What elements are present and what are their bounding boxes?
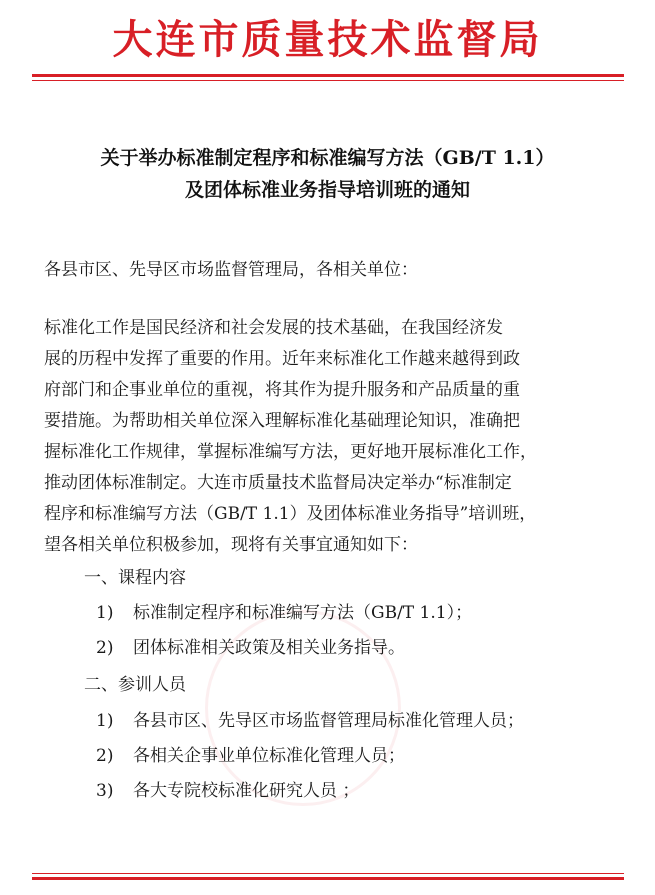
letterhead-rule-thick [32,74,624,77]
list-item-number: 1) [96,603,114,623]
notice-title-line-2: 及团体标准业务指导培训班的通知 [184,179,470,201]
letterhead-rule-thin [32,80,624,81]
list-item-number: 2) [96,746,114,766]
org-letterhead-title: 大连市质量技术监督局 [112,17,543,63]
footer-rule-thin [32,873,624,874]
section-heading-participants: 二、参训人员 [84,675,186,695]
list-item-text: 团体标准相关政策及相关业务指导。 [133,638,405,658]
body-line-1: 标准化工作是国民经济和社会发展的技术基础，在我国经济发 [44,318,503,338]
list-item-text: 标准制定程序和标准编写方法（GB/T 1.1）； [133,603,473,623]
notice-title-line-1: 关于举办标准制定程序和标准编写方法（GB/T 1.1） [100,147,555,169]
list-item-text: 各相关企事业单位标准化管理人员； [133,746,405,766]
body-line-7: 程序和标准编写方法（GB/T 1.1）及团体标准业务指导”培训班， [44,504,537,524]
list-item-number: 2) [96,638,114,658]
list-item-number: 1) [96,711,114,731]
footer-rule-thick [32,877,624,880]
list-item-text: 各大专院校标准化研究人员 ； [133,781,360,801]
salutation: 各县市区、先导区市场监督管理局，各相关单位： [44,260,418,280]
body-line-8: 望各相关单位积极参加，现将有关事宜通知如下： [44,535,418,555]
list-item-number: 3) [96,781,114,801]
section-heading-course: 一、课程内容 [84,568,186,588]
list-item-text: 各县市区、先导区市场监督管理局标准化管理人员； [133,711,524,731]
body-line-6: 推动团体标准制定。大连市质量技术监督局决定举办“标准制定 [44,473,512,493]
body-line-3: 府部门和企事业单位的重视，将其作为提升服务和产品质量的重 [44,380,520,400]
body-line-4: 要措施。为帮助相关单位深入理解标准化基础理论知识，准确把 [44,411,520,431]
body-line-5: 握标准化工作规律，掌握标准编写方法，更好地开展标准化工作， [44,442,537,462]
body-line-2: 展的历程中发挥了重要的作用。近年来标准化工作越来越得到政 [44,349,520,369]
